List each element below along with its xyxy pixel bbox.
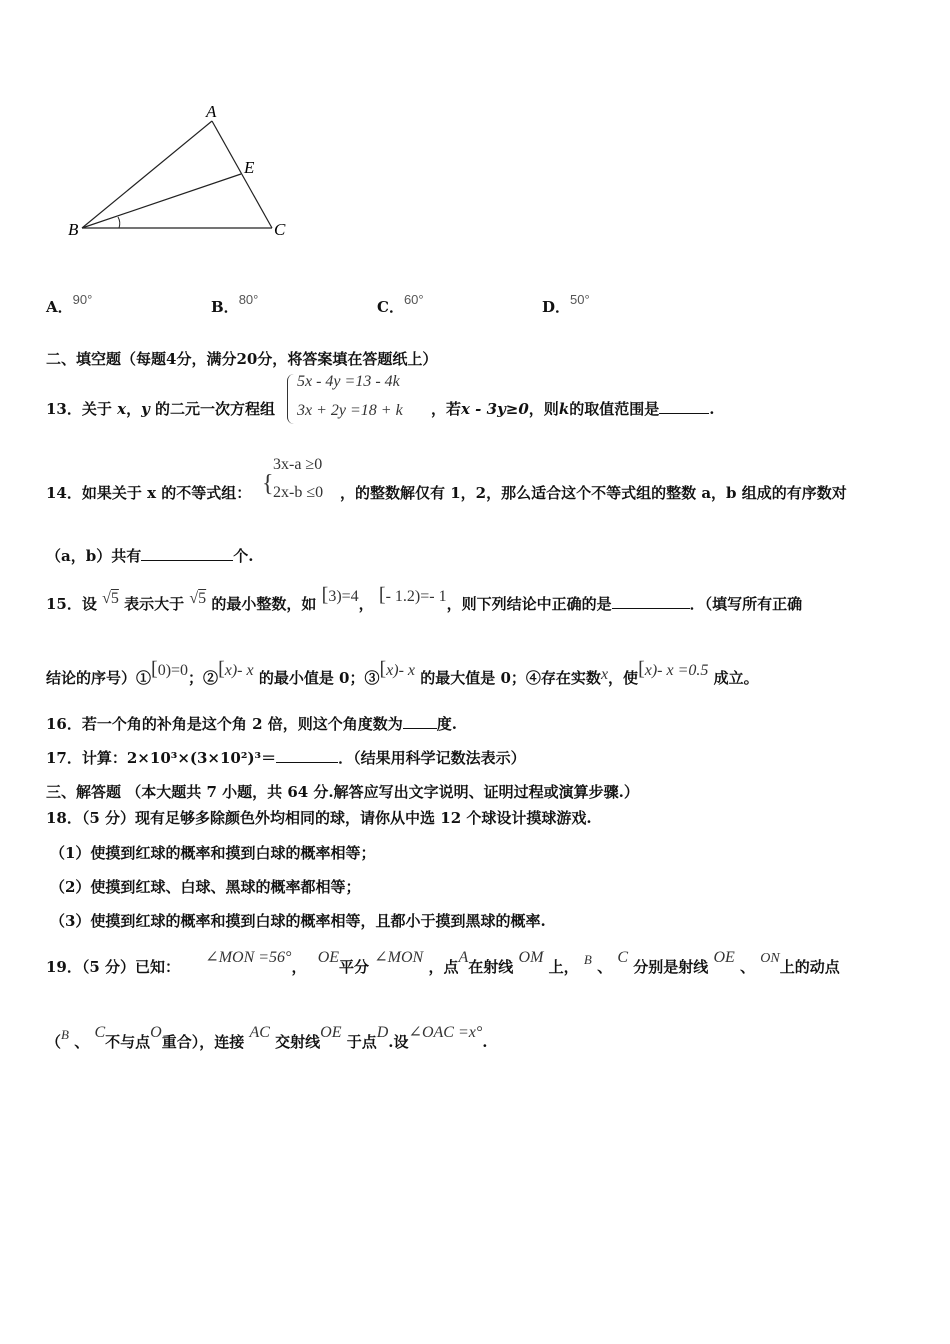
q14-ineq1: 3x-a ≥0 — [273, 456, 323, 473]
q15-answer-blank[interactable] — [612, 594, 690, 609]
option-a-value: 90° — [72, 292, 93, 307]
label-b: B — [68, 220, 79, 239]
option-c-value: 60° — [403, 292, 424, 307]
option-b-label: B． — [211, 298, 239, 316]
q13-system-brace — [287, 374, 294, 424]
q18-part-3: （3）使摸到红球的概率和摸到白球的概率相等，且都小于摸到黑球的概率. — [50, 912, 546, 930]
option-c-label: C． — [377, 298, 404, 316]
triangle-figure — [60, 95, 300, 245]
question-15: 15．设 √5 表示大于 √5 的最小整数，如 [3)=4， [- 1.2)=- 1，则下列结论中正确的是 ．（填写所有正确 — [46, 584, 803, 613]
q13-eq2: 3x + 2y =18 + k — [297, 402, 403, 419]
sqrt5-a: √5 — [102, 590, 119, 607]
q15-example-2: [- 1.2)=- 1 — [378, 584, 447, 606]
option-b-value: 80° — [238, 292, 259, 307]
section-3-title: 三、解答题 （本大题共 7 小题，共 64 分.解答应写出文字说明、证明过程或演算步骤.） — [46, 783, 639, 801]
question-13: 13．关于 x，y 的二元一次方程组 — [46, 400, 276, 418]
q14-answer-blank[interactable] — [141, 546, 233, 561]
option-d-label: D． — [542, 298, 571, 316]
q16-answer-blank[interactable] — [403, 714, 437, 729]
question-17: 17．计算：2×10³×(3×10²)³＝ ．（结果用科学记数法表示） — [46, 749, 526, 767]
q18-part-2: （2）使摸到红球、白球、黑球的概率都相等； — [50, 878, 361, 896]
sqrt5-b: √5 — [189, 590, 207, 607]
q14-suffix: ，的整数解仅有 1，2，那么适合这个不等式组的整数 a，b 组成的有序数对 — [340, 484, 847, 502]
q19-line2: （B 、 C不与点O重合），连接 AC 交射线OE 于点D.设∠OAC =x°. — [46, 1024, 488, 1051]
angle-mark — [118, 217, 120, 228]
label-c: C — [274, 220, 286, 239]
question-18: 18．（5 分）现有足够多除颜色外均相同的球，请你从中选 12 个球设计摸球游戏. — [46, 809, 592, 827]
side-ab — [82, 121, 212, 228]
q15-example-1: [3)=4 — [321, 584, 359, 606]
question-19: 19．（5 分）已知： ∠MON =56°， OE平分 ∠MON ，点A在射线 OM 上， B 、 C 分别是射线 OE 、 ON上的动点 — [46, 949, 840, 976]
option-d[interactable] — [542, 292, 590, 317]
option-a[interactable] — [46, 292, 93, 317]
side-ac — [212, 121, 272, 228]
q13-condition: ，若x - 3y≥0，则k的取值范围是 . — [431, 400, 715, 418]
q14-brace: { — [262, 471, 274, 497]
q15-line2: 结论的序号）①[0)=0；②[x)- x 的最小值是 0；③[x)- x 的最大值是 0；④存在实数x，使[x)- x =0.5 成立。 — [46, 658, 759, 687]
question-16: 16．若一个角的补角是这个角 2 倍，则这个角度数为 度. — [46, 715, 457, 733]
q17-answer-blank[interactable] — [276, 748, 338, 763]
question-14: 14．如果关于 x 的不等式组： — [46, 484, 252, 502]
option-a-label: A． — [46, 298, 73, 316]
option-b[interactable] — [211, 292, 259, 317]
segment-be — [82, 174, 241, 228]
label-e: E — [244, 158, 255, 177]
option-d-value: 50° — [570, 292, 590, 307]
section-2-title: 二、填空题（每题4分，满分20分，将答案填在答题纸上） — [46, 350, 438, 368]
q13-answer-blank[interactable] — [659, 399, 709, 414]
q14-ineq2: 2x-b ≤0 — [273, 484, 324, 501]
label-a: A — [206, 102, 217, 121]
q14-line2: （a，b）共有 个. — [46, 547, 254, 565]
option-c[interactable] — [377, 292, 424, 317]
q13-eq1: 5x - 4y =13 - 4k — [297, 373, 400, 390]
q18-part-1: （1）使摸到红球的概率和摸到白球的概率相等； — [50, 844, 376, 862]
